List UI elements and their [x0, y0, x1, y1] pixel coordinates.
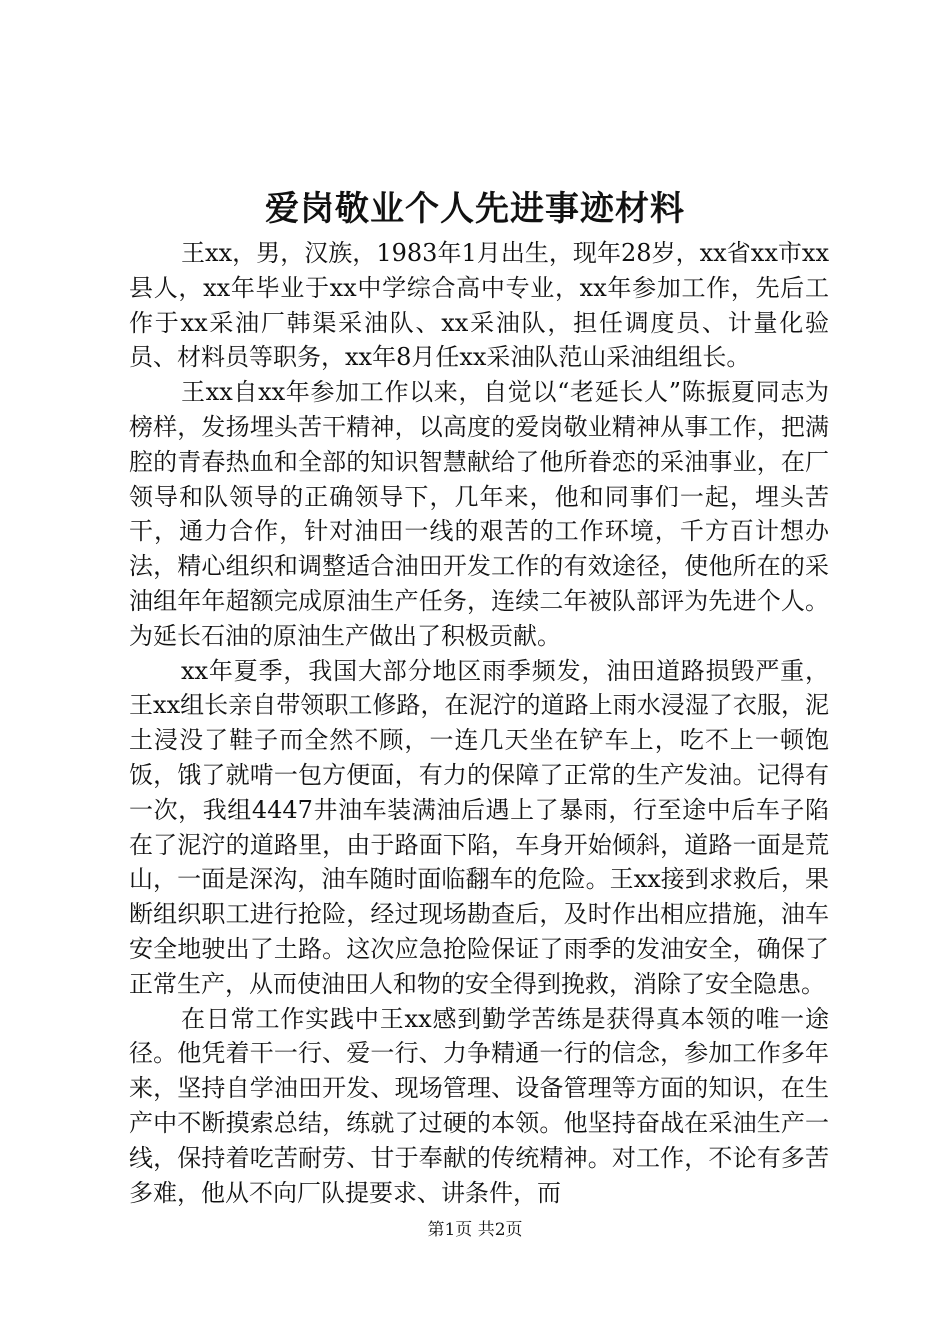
page-number-footer: 第1页 共2页: [427, 1220, 523, 1240]
paragraph-3: xx年夏季，我国大部分地区雨季频发，油田道路损毁严重，王xx组长亲自带领职工修路，在泥泞的道路上雨水浸湿了衣服，泥土浸没了鞋子而全然不顾，一连几天坐在铲车上，吃不上一顿饱饭，饿了就啃一包方便面，有力的保障了正常的生产发油。记得有一次，我组4447井油车装满油后遇上了暴雨，行至途中后车子陷在了泥泞的道路里，由于路面下陷，车身开始倾斜，道路一面是荒山，一面是深沟，油车随时面临翻车的危险。王xx接到求救后，果断组织职工进行抢险，经过现场勘查后，及时作出相应措施，油车安全地驶出了土路。这次应急抢险保证了雨季的发油安全，确保了正常生产，从而使油田人和物的安全得到挽救，消除了安全隐患。: [129, 656, 829, 998]
document-body: [129, 236, 829, 1210]
document-title: 爱岗敬业个人先进事迹材料: [265, 189, 685, 229]
paragraph-4: 在日常工作实践中王xx感到勤学苦练是获得真本领的唯一途径。他凭着干一行、爱一行、力争精通一行的信念，参加工作多年来，坚持自学油田开发、现场管理、设备管理等方面的知识，在生产中不断摸索总结，练就了过硬的本领。他坚持奋战在采油生产一线，保持着吃苦耐劳、甘于奉献的传统精神。对工作，不论有多苦多难，他从不向厂队提要求、讲条件，而: [129, 1004, 829, 1207]
paragraph-1: 王xx，男，汉族，1983年1月出生，现年28岁，xx省xx市xx县人，xx年毕业于xx中学综合高中专业，xx年参加工作，先后工作于xx采油厂韩渠采油队、xx采油队，担任调度员、计量化验员、材料员等职务，xx年8月任xx采油队范山采油组组长。: [129, 239, 829, 372]
paragraph-2: 王xx自xx年参加工作以来，自觉以“老延长人”陈振夏同志为榜样，发扬埋头苦干精神，以高度的爱岗敬业精神从事工作，把满腔的青春热血和全部的知识智慧献给了他所眷恋的采油事业，在厂领导和队领导的正确领导下，几年来，他和同事们一起，埋头苦干，通力合作，针对油田一线的艰苦的工作环境，千方百计想办法，精心组织和调整适合油田开发工作的有效途径，使他所在的采油组年年超额完成原油生产任务，连续二年被队部评为先进个人。为延长石油的原油生产做出了积极贡献。: [129, 378, 829, 650]
